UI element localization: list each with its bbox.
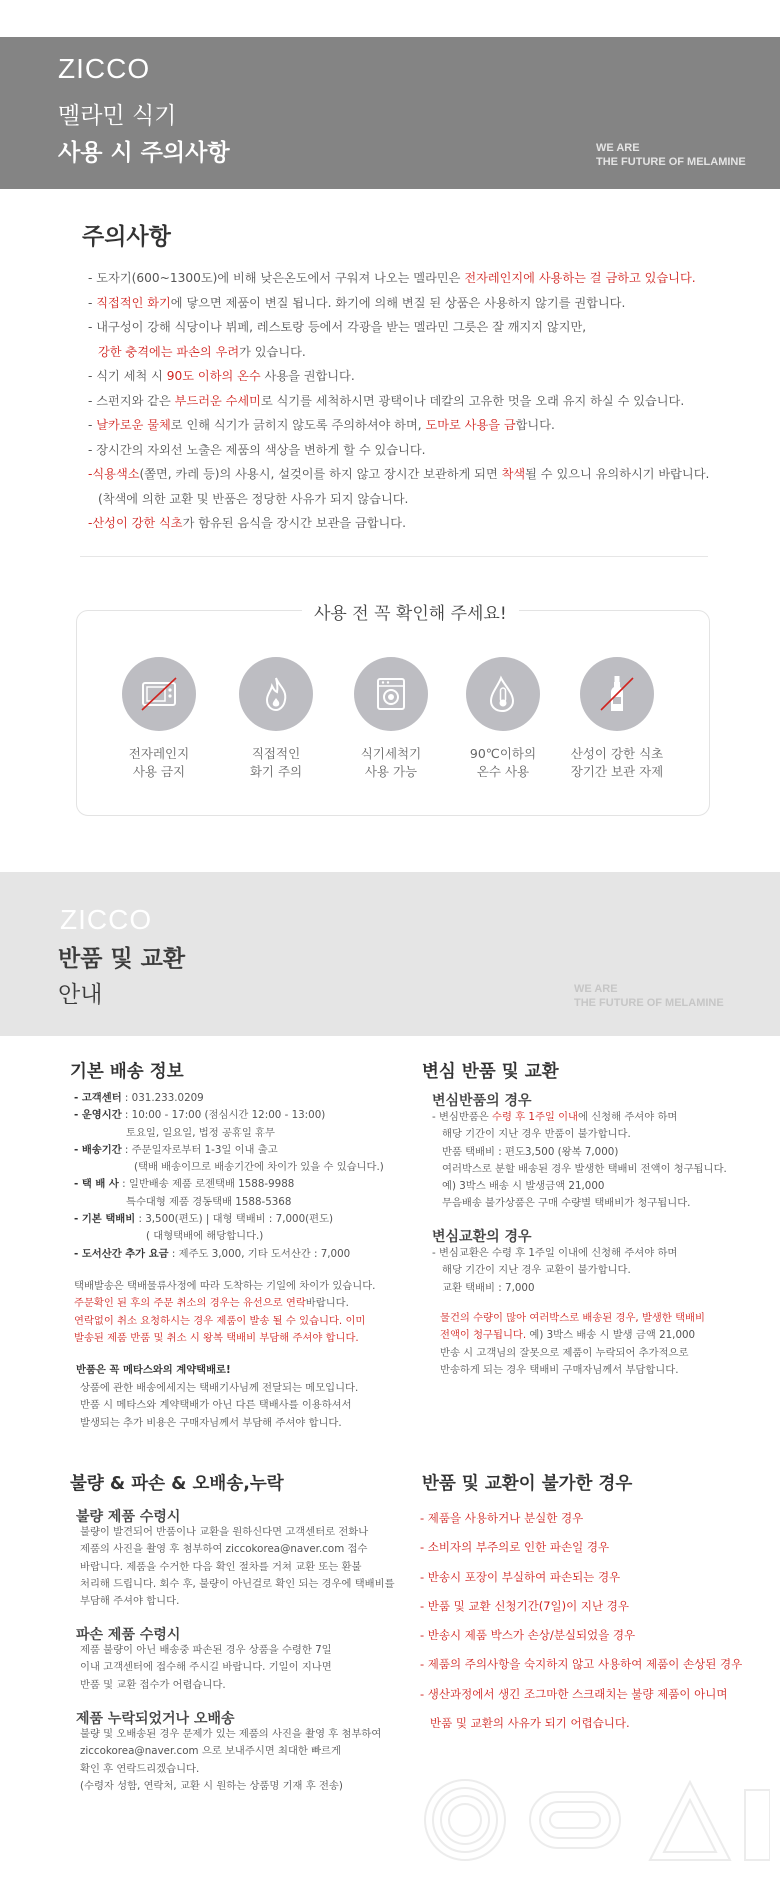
- body-text: 사용을 권합니다.: [260, 369, 355, 383]
- not-allowed-item: - 제품의 주의사항을 숙지하지 않고 사용하여 제품이 손상된 경우: [420, 1657, 743, 1672]
- body-text: - 고객센터: [74, 1092, 122, 1104]
- text-line: [74, 1295, 375, 1312]
- body-text: -: [88, 418, 97, 432]
- text-line: [74, 1330, 375, 1347]
- header-subtitle: 안내: [58, 982, 103, 1008]
- damage-info: [80, 1642, 332, 1694]
- text-line: [80, 1743, 381, 1760]
- icon-label: 사용 금지: [132, 764, 186, 779]
- shipping-title: 기본 배송 정보: [70, 1062, 184, 1082]
- highlight-text: 도마로 사용을 금: [425, 418, 516, 432]
- body-text: 확인 후 연락드리겠습니다.: [80, 1762, 200, 1775]
- highlight-text: 90도 이하의 온수: [166, 369, 261, 383]
- body-text: 이내 고객센터에 접수해 주시길 바랍니다. 기일이 지나면: [80, 1661, 332, 1674]
- not-allowed-item: - 소비자의 부주의로 인한 파손일 경우: [420, 1540, 610, 1555]
- text-line: [432, 1126, 727, 1143]
- missing-subtitle: 제품 누락되었거나 오배송: [76, 1711, 235, 1727]
- body-text: 발생되는 추가 비용은 구매자님께서 부담해 주셔야 합니다.: [80, 1416, 342, 1429]
- text-line: [440, 1327, 705, 1344]
- highlight-text: 직접적인 화기: [96, 295, 171, 310]
- body-text: : 3,500(편도) | 대형 택배비 : 7,000(편도): [135, 1213, 334, 1226]
- text-line: [440, 1362, 705, 1379]
- highlight-text: 수령 후 1주일 이내: [492, 1111, 578, 1123]
- not-allowed-item: - 제품을 사용하거나 분실한 경우: [420, 1511, 584, 1525]
- body-text: 처리해 드립니다. 회수 후, 불량이 아닌걸로 확인 되는 경우에 택배비를: [80, 1577, 395, 1590]
- missing-info: [80, 1726, 381, 1795]
- text-line: [432, 1178, 727, 1195]
- icon-item-vinegar: [557, 657, 677, 781]
- body-text: ( 대형택배에 해당합니다.): [146, 1230, 264, 1243]
- text-line: [74, 1194, 384, 1211]
- body-text: 될 수 있으니 유의하시기 바랍니다.: [525, 467, 710, 481]
- text-line: [88, 487, 728, 512]
- body-text: - 택 배 사: [74, 1178, 119, 1191]
- body-text: - 운영시간: [74, 1109, 122, 1122]
- return-info: [432, 1109, 727, 1213]
- body-text: 제품의 사진을 촬영 후 첨부하여 ziccokorea@naver.com 접수: [80, 1543, 368, 1556]
- check-before-use-title: 사용 전 꼭 확인해 주세요!: [302, 599, 519, 624]
- header-banner-caution: [0, 37, 780, 189]
- dishwasher-icon: [354, 657, 428, 731]
- icon-label: 식기세척기: [360, 746, 422, 761]
- icon-label: 산성이 강한 식초: [570, 746, 664, 761]
- icon-label: 직접적인: [251, 746, 301, 761]
- highlight-text: -산성이 강한 식초: [88, 516, 183, 530]
- text-line: [74, 1176, 384, 1193]
- tagline: WE ARE THE FUTURE OF MELAMINE: [596, 142, 746, 168]
- icon-item-hot-water: [443, 657, 563, 781]
- brand-logo: ZICCO: [60, 904, 153, 935]
- header-title: 사용 시 주의사항: [58, 140, 230, 166]
- icon-label: 사용 가능: [364, 764, 418, 779]
- text-line: [74, 1228, 384, 1245]
- body-text: 상품에 관한 배송에세지는 택배기사님께 전달되는 메모입니다.: [80, 1382, 359, 1394]
- highlight-text: 부드러운 수세미: [174, 393, 261, 408]
- caution-title: 주의사항: [82, 224, 171, 250]
- body-text: 가 함유된 음식을 장시간 보관을 금합니다.: [182, 516, 406, 530]
- caution-list: [88, 266, 728, 536]
- text-line: [80, 1576, 395, 1593]
- not-allowed-title: 반품 및 교환이 불가한 경우: [422, 1474, 633, 1494]
- text-line: [74, 1211, 384, 1228]
- body-text: 해당 기간이 지난 경우 교환이 불가합니다.: [442, 1264, 631, 1277]
- highlight-text: 발송된 제품 반품 및 취소 시 왕복 택배비 부담해 주셔야 합니다.: [74, 1331, 359, 1344]
- body-text: : 031.233.0209: [121, 1092, 204, 1104]
- body-text: : 일반배송 제품 로젠택배 1588-9988: [118, 1178, 295, 1191]
- text-line: [80, 1677, 332, 1694]
- body-text: 반품 택배비 : 편도3,500 (왕복 7,000): [442, 1145, 619, 1158]
- text-line: [88, 315, 728, 340]
- body-text: 바랍니다.: [305, 1297, 349, 1310]
- body-text: (택배 배송이므로 배송기간에 차이가 있을 수 있습니다.): [134, 1161, 384, 1174]
- body-text: 반품 및 교환 접수가 어렵습니다.: [80, 1678, 226, 1691]
- extra-shipping-info: [440, 1310, 705, 1379]
- body-text: 해당 기간이 지난 경우 반품이 불가합니다.: [442, 1128, 631, 1141]
- text-line: [74, 1090, 384, 1107]
- text-line: [80, 1380, 358, 1397]
- body-text: 교환 택배비 : 7,000: [442, 1281, 535, 1294]
- text-line: [88, 266, 728, 291]
- tagline: WE ARE THE FUTURE OF MELAMINE: [574, 983, 724, 1009]
- decorative-shapes-icon: [410, 1770, 770, 1870]
- text-line: [88, 389, 728, 414]
- body-text: - 식기 세척 시: [88, 369, 167, 383]
- not-allowed-item: - 반송시 포장이 부실하여 파손되는 경우: [420, 1569, 621, 1584]
- text-line: [74, 1313, 375, 1330]
- body-text: (착색에 의한 교환 및 반품은 정당한 사유가 되지 않습니다.: [98, 491, 409, 506]
- text-line: [74, 1125, 384, 1142]
- body-text: : 제주도 3,000, 기타 도서산간 : 7,000: [168, 1247, 351, 1260]
- body-text: 가 있습니다.: [239, 344, 306, 359]
- icon-item-microwave: [99, 657, 219, 781]
- highlight-text: 전액이 청구됩니다.: [440, 1329, 527, 1342]
- body-text: 불량이 발견되어 반품이나 교환을 원하신다면 고객센터로 전화나: [80, 1526, 369, 1538]
- icon-label: 90℃이하의: [469, 746, 537, 761]
- highlight-text: 주문확인 된 후의 주문 취소의 경우는 유선으로 연락: [74, 1297, 306, 1310]
- text-line: [440, 1310, 705, 1327]
- icon-item-flame: [216, 657, 336, 781]
- defect-info: [80, 1524, 395, 1610]
- change-of-mind-title: 변심 반품 및 교환: [422, 1062, 559, 1082]
- text-line: [74, 1159, 384, 1176]
- exchange-subtitle: 변심교환의 경우: [432, 1229, 532, 1245]
- highlight-text: 날카로운 물체: [96, 418, 171, 432]
- text-line: [88, 340, 728, 365]
- text-line: [80, 1541, 395, 1558]
- text-line: [74, 1107, 384, 1124]
- not-allowed-item: - 생산과정에서 생긴 조그마한 스크래치는 불량 제품이 아니며: [420, 1686, 728, 1701]
- defect-title: 불량 & 파손 & 오배송,누락: [70, 1474, 284, 1494]
- body-text: 토요일, 일요일, 법정 공휴일 휴무: [126, 1126, 275, 1139]
- body-text: 불량 및 오배송된 경우 문제가 있는 제품의 사진을 촬영 후 첨부하여: [80, 1728, 382, 1740]
- body-text: 무음배송 불가상품은 구매 수량별 택배비가 청구됩니다.: [442, 1197, 691, 1210]
- icon-label: 장기간 보관 자제: [570, 764, 664, 779]
- body-text: - 도서산간 추가 요금: [74, 1247, 169, 1260]
- highlight-text: 강한 충격에는 파손의 우려: [98, 344, 240, 359]
- text-line: [80, 1524, 395, 1541]
- not-allowed-item: 반품 및 교환의 사유가 되기 어렵습니다.: [430, 1716, 630, 1731]
- body-text: - 스펀지와 같은: [88, 393, 175, 408]
- text-line: [432, 1245, 677, 1262]
- body-text: - 장시간의 자외선 노출은 제품의 색상을 변하게 할 수 있습니다.: [88, 442, 426, 457]
- flame-icon: [239, 657, 313, 731]
- body-text: : 주문일자로부터 1-3일 이내 출고: [121, 1143, 278, 1156]
- text-line: [432, 1109, 727, 1126]
- text-line: [80, 1593, 395, 1610]
- body-text: (쫄면, 카레 등)의 사용시, 설겆이를 하지 않고 장시간 보관하게 되면: [139, 467, 502, 481]
- contract-title: 반품은 꼭 메타스와의 계약택배로!: [76, 1364, 231, 1376]
- text-line: [80, 1397, 358, 1414]
- body-text: 합니다.: [515, 418, 555, 432]
- text-line: [88, 413, 728, 438]
- body-text: 예) 3박스 배송 시 발생 금액 21,000: [526, 1329, 696, 1342]
- brand-logo: ZICCO: [58, 53, 151, 84]
- highlight-text: 물건의 수량이 많아 여러박스로 배송된 경우, 발생한 택배비: [440, 1312, 705, 1324]
- text-line: [88, 462, 728, 487]
- microwave-icon: [122, 657, 196, 731]
- icon-label: 화기 주의: [249, 764, 303, 779]
- text-line: [80, 1761, 381, 1778]
- body-text: - 변심반품은: [432, 1111, 492, 1123]
- body-text: : 10:00 - 17:00 (점심시간 12:00 - 13:00): [121, 1109, 326, 1122]
- body-text: - 기본 택배비: [74, 1213, 136, 1226]
- header-title: 반품 및 교환: [58, 946, 186, 972]
- thermometer-drop-icon: [466, 657, 540, 731]
- contract-notes: [80, 1380, 358, 1432]
- highlight-text: 전자레인지에 사용하는 걸 금하고 있습니다.: [464, 271, 696, 285]
- text-line: [74, 1278, 375, 1295]
- body-text: 반송하게 되는 경우 택배비 구매자님께서 부담합니다.: [440, 1363, 679, 1376]
- shipping-info: [74, 1090, 384, 1263]
- text-line: [80, 1726, 381, 1743]
- body-text: - 변심교환은 수령 후 1주일 이내에 신청해 주셔야 하며: [432, 1247, 678, 1259]
- highlight-text: 착색: [501, 467, 526, 481]
- text-line: [432, 1195, 727, 1212]
- text-line: [88, 291, 728, 316]
- body-text: ziccokorea@naver.com 으로 보내주시면 최대한 빠르게: [80, 1745, 341, 1758]
- not-allowed-list: [420, 1504, 742, 1738]
- text-line: [80, 1559, 395, 1576]
- body-text: 제품 불량이 아닌 배송중 파손된 경우 상품을 수령한 7일: [80, 1644, 332, 1656]
- icon-item-dishwasher: [331, 657, 451, 781]
- return-subtitle: 변심반품의 경우: [432, 1093, 532, 1109]
- body-text: (수령자 성함, 연락처, 교환 시 원하는 상품명 기재 후 전송): [80, 1779, 343, 1792]
- body-text: 로 식기를 세척하시면 광택이나 데칼의 고유한 멋을 오래 유지 하실 수 있습니다.: [260, 393, 685, 408]
- text-line: [80, 1415, 358, 1432]
- highlight-text: -식용색소: [88, 467, 140, 481]
- body-text: 특수대형 제품 경동택배 1588-5368: [126, 1195, 292, 1208]
- body-text: 에 닿으면 제품이 변질 됩니다. 화기에 의해 변질 된 상품은 사용하지 않기를 권합니다.: [170, 295, 626, 310]
- vinegar-bottle-icon: [580, 657, 654, 731]
- text-line: [440, 1345, 705, 1362]
- text-line: [88, 511, 728, 536]
- text-line: [432, 1144, 727, 1161]
- body-text: 에 신청해 주셔야 하며: [578, 1111, 678, 1123]
- text-line: [74, 1142, 384, 1159]
- damage-subtitle: 파손 제품 수령시: [76, 1627, 181, 1643]
- text-line: [80, 1642, 332, 1659]
- body-text: 바랍니다. 제품을 수거한 다음 확인 절차를 거쳐 교환 또는 환불: [80, 1560, 362, 1573]
- text-line: [88, 438, 728, 463]
- text-line: [80, 1778, 381, 1795]
- text-line: [80, 1659, 332, 1676]
- text-line: [88, 364, 728, 389]
- body-text: - 배송기간: [74, 1143, 122, 1156]
- body-text: - 도자기(600~1300도)에 비해 낮은온도에서 구워져 나오는 멜라민은: [88, 271, 465, 285]
- divider: [80, 556, 708, 557]
- body-text: 택배발송은 택배물류사정에 따라 도착하는 기일에 차이가 있습니다.: [74, 1280, 376, 1292]
- icon-label: 온수 사용: [476, 764, 530, 779]
- exchange-info: [432, 1245, 677, 1297]
- not-allowed-item: - 반품 및 교환 신청기간(7일)이 지난 경우: [420, 1598, 630, 1613]
- header-banner-return: [0, 872, 780, 1036]
- text-line: [74, 1246, 384, 1263]
- body-text: 예) 3박스 배송 시 발생금액 21,000: [442, 1180, 605, 1193]
- icon-label: 전자레인지: [128, 746, 190, 761]
- body-text: 반품 시 메타스와 계약택배가 아닌 다른 택배사를 이용하셔서: [80, 1399, 352, 1412]
- header-subtitle: 멜라민 식기: [58, 103, 177, 129]
- body-text: -: [88, 295, 97, 310]
- text-line: [432, 1262, 677, 1279]
- shipping-notes: [74, 1278, 375, 1347]
- body-text: 여러박스로 분할 배송된 경우 발생한 택배비 전액이 청구됩니다.: [442, 1162, 727, 1175]
- text-line: [432, 1161, 727, 1178]
- body-text: - 내구성이 강해 식당이나 뷔페, 레스토랑 등에서 각광을 받는 멜라민 그릇은 잘 깨지지 않지만,: [88, 320, 587, 334]
- highlight-text: 연락없이 취소 요청하시는 경우 제품이 발송 될 수 있습니다. 이미: [74, 1314, 366, 1327]
- body-text: 로 인해 식기가 긁히지 않도록 주의하셔야 하며,: [170, 418, 426, 432]
- defect-subtitle: 불량 제품 수령시: [76, 1509, 181, 1525]
- body-text: 반송 시 고객님의 잘못으로 제품이 누락되어 추가적으로: [440, 1346, 689, 1359]
- not-allowed-item: - 반송시 제품 박스가 손상/분실되었을 경우: [420, 1628, 636, 1643]
- text-line: [432, 1280, 677, 1297]
- body-text: 부담해 주셔야 합니다.: [80, 1595, 180, 1608]
